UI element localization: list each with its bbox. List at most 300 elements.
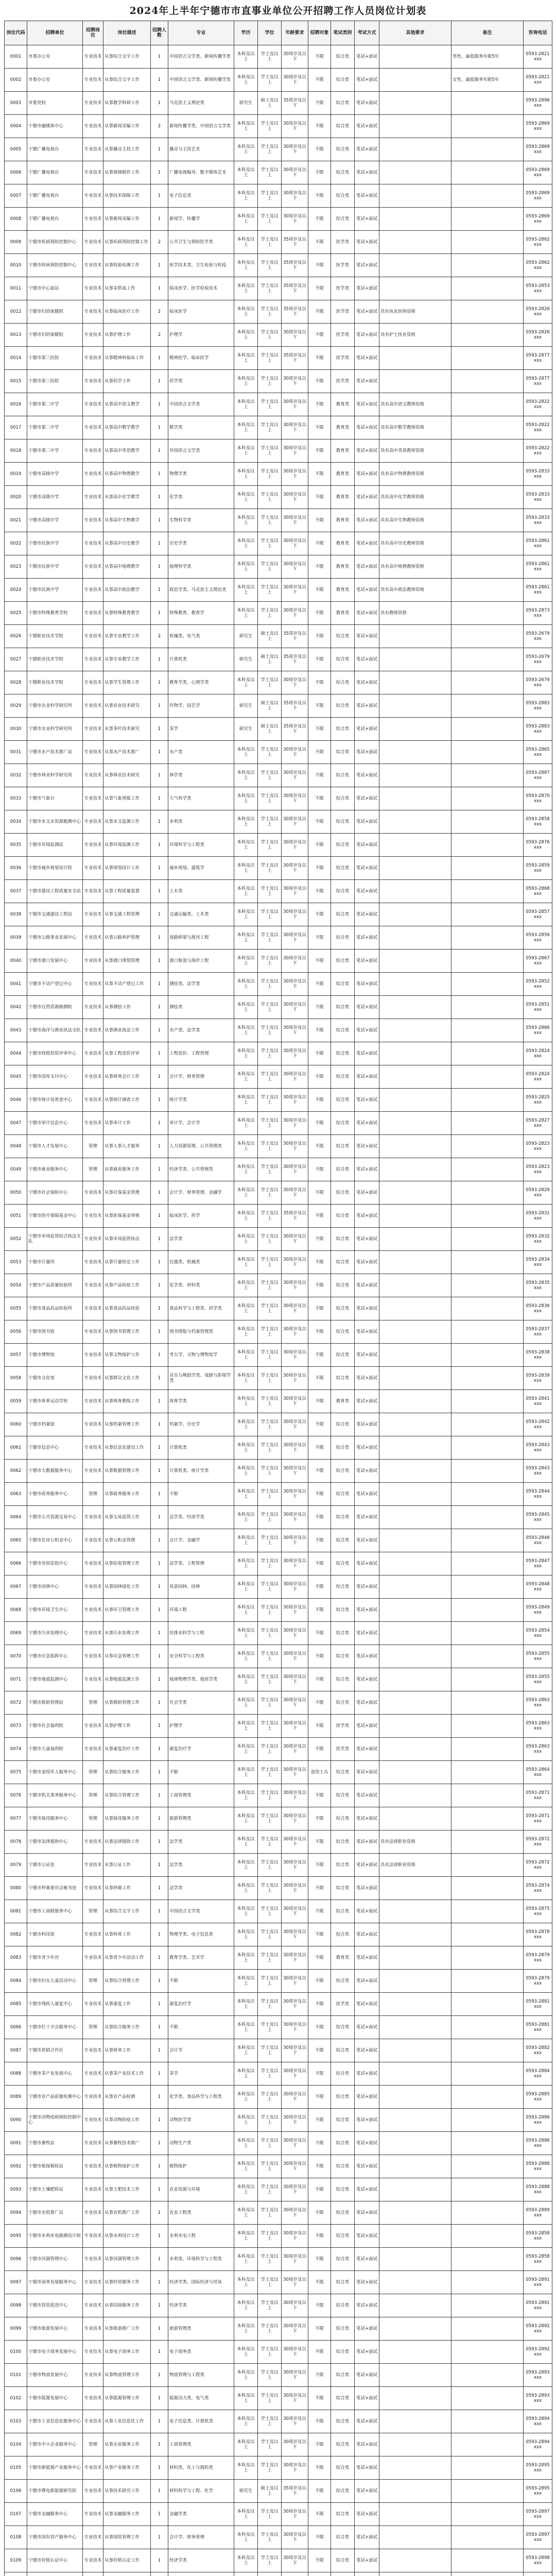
cell-education: 本科及以上 (234, 1715, 258, 1738)
cell-degree: 学士及以上 (258, 1831, 282, 1854)
cell-exam-category: 综合类 (331, 184, 355, 208)
cell-exam-method: 笔试+面试 (355, 2433, 379, 2456)
cell-description: 从事政务服务工作 (103, 1483, 151, 1506)
cell-other-requirements (379, 1483, 451, 1506)
cell-other-requirements (379, 2317, 451, 2341)
cell-exam-category: 综合类 (331, 2109, 355, 2132)
cell-position-type: 专业技术 (83, 1738, 103, 1761)
cell-education: 本科及以上 (234, 161, 258, 184)
cell-other-requirements (379, 1691, 451, 1715)
table-row (5, 1691, 552, 1715)
cell-major: 能源动力类、电气类 (168, 2387, 234, 2410)
cell-exam-category: 综合类 (331, 2039, 355, 2062)
cell-exam-category: 综合类 (331, 1413, 355, 1436)
cell-description: 从事数据管理工作 (103, 1460, 151, 1483)
cell-exam-method: 笔试+面试 (355, 1460, 379, 1483)
cell-phone: 0593-2824xxx (524, 1042, 552, 1065)
cell-age: 30周岁及以下 (282, 579, 308, 602)
cell-position-type (83, 2572, 103, 2576)
cell-major: 风景园林、园林 (168, 1575, 234, 1599)
cell-position-type: 专业技术 (83, 416, 103, 439)
header-other-requirements: 其他要求 (379, 21, 451, 45)
cell-degree: 学士及以上 (258, 1923, 282, 1946)
cell-degree: 学士及以上 (258, 416, 282, 439)
cell-position-type: 专业技术 (83, 648, 103, 671)
cell-employer: 宁德市妇幼保健院 (27, 300, 83, 324)
cell-position-code: 0030 (5, 718, 27, 741)
cell-position-type: 专业技术 (83, 1599, 103, 1622)
cell-major: 茶学 (168, 2062, 234, 2086)
cell-position-code: 0020 (5, 486, 27, 509)
cell-phone: 0593-2863xxx (524, 1715, 552, 1738)
header-target: 招聘对象 (308, 21, 331, 45)
cell-education: 本科及以上 (234, 1946, 258, 1970)
cell-target: 不限 (308, 231, 331, 254)
cell-target: 不限 (308, 2225, 331, 2248)
cell-description: 从事高中政治教学 (103, 579, 151, 602)
cell-target: 不限 (308, 115, 331, 138)
cell-position-code: 0028 (5, 671, 27, 694)
cell-position-type: 专业技术 (83, 2248, 103, 2271)
cell-target: 不限 (308, 1460, 331, 1483)
header-education: 学历 (234, 21, 258, 45)
cell-other-requirements: 具有教师资格 (379, 602, 451, 625)
cell-exam-category: 综合类 (331, 857, 355, 880)
header-age: 年龄要求 (282, 21, 308, 45)
cell-target: 不限 (308, 347, 331, 370)
cell-major: 体育学类 (168, 1390, 234, 1413)
table-row (5, 1575, 552, 1599)
table-row (5, 2433, 552, 2456)
cell-exam-category: 综合类 (331, 834, 355, 857)
cell-exam-category: 综合类 (331, 1460, 355, 1483)
cell-other-requirements (379, 2062, 451, 2086)
cell-age: 30周岁及以下 (282, 555, 308, 579)
cell-major: 道路桥梁与渡河工程 (168, 926, 234, 950)
cell-other-requirements (379, 1367, 451, 1390)
cell-other-requirements (379, 161, 451, 184)
cell-position-code: 0083 (5, 1946, 27, 1970)
table-row (5, 277, 552, 300)
cell-degree: 学士及以上 (258, 1599, 282, 1622)
cell-major: 经济学类 (168, 2294, 234, 2317)
table-row (5, 602, 552, 625)
cell-age: 30周岁及以下 (282, 2503, 308, 2526)
cell-major: 电子商务类 (168, 2341, 234, 2364)
cell-age: 30周岁及以下 (282, 1483, 308, 1506)
cell-headcount: 1 (151, 2503, 168, 2526)
cell-position-code: 0046 (5, 1089, 27, 1112)
cell-remarks (451, 439, 524, 463)
cell-exam-method: 笔试+面试 (355, 1946, 379, 1970)
cell-exam-category: 综合类 (331, 741, 355, 764)
cell-education: 本科及以上 (234, 996, 258, 1019)
cell-position-code: 0100 (5, 2341, 27, 2364)
cell-position-code: 0071 (5, 1668, 27, 1691)
cell-position-type: 专业技术 (83, 1993, 103, 2016)
cell-exam-method: 笔试+面试 (355, 1529, 379, 1552)
cell-headcount: 1 (151, 1158, 168, 1181)
cell-target: 不限 (308, 138, 331, 161)
table-row (5, 1807, 552, 1831)
cell-description: 从事专业教学工作 (103, 625, 151, 648)
cell-exam-method: 笔试+面试 (355, 486, 379, 509)
cell-position-code: 0105 (5, 2456, 27, 2480)
cell-other-requirements (379, 880, 451, 903)
cell-education: 本科及以上 (234, 1089, 258, 1112)
cell-exam-category: 教育类 (331, 1946, 355, 1970)
cell-employer: 宁德市融媒体中心 (27, 115, 83, 138)
cell-position-code: 0003 (5, 92, 27, 115)
cell-exam-category: 综合类 (331, 2503, 355, 2526)
cell-position-code: 0017 (5, 416, 27, 439)
cell-headcount: 1 (151, 1877, 168, 1900)
cell-exam-category: 综合类 (331, 2364, 355, 2387)
cell-degree: 学士及以上 (258, 1552, 282, 1575)
cell-description: 从事电子商务工作 (103, 2341, 151, 2364)
cell-age: 30周岁及以下 (282, 2294, 308, 2317)
cell-exam-method: 笔试+面试 (355, 1668, 379, 1691)
cell-major: 药学类 (168, 370, 234, 393)
cell-other-requirements (379, 1552, 451, 1575)
cell-education: 研究生 (234, 694, 258, 718)
table-row (5, 1854, 552, 1877)
cell-employer: 宁德市残疾人康复中心 (27, 1993, 83, 2016)
cell-phone: 0593-2872xxx (524, 1854, 552, 1877)
cell-position-code: 0037 (5, 880, 27, 903)
cell-age: 30周岁及以下 (282, 416, 308, 439)
cell-headcount: 1 (151, 2109, 168, 2132)
cell-other-requirements (379, 2271, 451, 2294)
cell-headcount: 2 (151, 324, 168, 347)
cell-target: 不限 (308, 834, 331, 857)
cell-exam-method: 笔试+面试 (355, 1552, 379, 1575)
cell-headcount: 1 (151, 1784, 168, 1807)
table-row (5, 138, 552, 161)
cell-target: 不限 (308, 2062, 331, 2086)
cell-remarks (451, 996, 524, 1019)
cell-description: 从事教学科研工作 (103, 92, 151, 115)
cell-employer: 宁德市金融服务中心 (27, 2503, 83, 2526)
cell-education: 本科及以上 (234, 300, 258, 324)
cell-remarks (451, 2132, 524, 2155)
cell-headcount: 1 (151, 208, 168, 231)
cell-target: 不限 (308, 1089, 331, 1112)
cell-degree: 学士及以上 (258, 1529, 282, 1552)
cell-phone: 0593-2886xxx (524, 2132, 552, 2155)
cell-position-type: 管理 (83, 1691, 103, 1715)
cell-age: 30周岁及以下 (282, 370, 308, 393)
cell-degree: 学士及以上 (258, 1575, 282, 1599)
cell-employer: 宁德市救助管理站 (27, 1691, 83, 1715)
cell-major: 临床医学、医学检验技术 (168, 277, 234, 300)
cell-position-type: 专业技术 (83, 277, 103, 300)
cell-target: 不限 (308, 2086, 331, 2109)
cell-remarks (451, 324, 524, 347)
cell-phone: 0593-2861xxx (524, 532, 552, 555)
cell-target: 不限 (308, 1784, 331, 1807)
cell-remarks (451, 1761, 524, 1784)
cell-position-type: 专业技术 (83, 810, 103, 834)
cell-description: 从事新闻采编工作 (103, 208, 151, 231)
cell-exam-category: 医学类 (331, 231, 355, 254)
cell-major: 不限 (168, 2016, 234, 2039)
cell-phone: 0593-2823xxx (524, 1158, 552, 1181)
cell-education: 本科及以上 (234, 555, 258, 579)
cell-position-type: 专业技术 (83, 439, 103, 463)
cell-other-requirements (379, 1784, 451, 1807)
table-row (5, 2456, 552, 2480)
cell-age: 30周岁及以下 (282, 926, 308, 950)
table-row (5, 115, 552, 138)
cell-other-requirements (379, 2201, 451, 2225)
cell-position-type: 专业技术 (83, 1854, 103, 1877)
cell-exam-method: 笔试+面试 (355, 1205, 379, 1228)
cell-employer: 宁德市民族中学 (27, 532, 83, 555)
cell-position-code: 0089 (5, 2086, 27, 2109)
cell-major: 社会学类 (168, 1691, 234, 1715)
cell-position-type: 专业技术 (83, 1390, 103, 1413)
cell-age: 30周岁及以下 (282, 1831, 308, 1854)
cell-degree: 学士及以上 (258, 926, 282, 950)
cell-remarks (451, 1460, 524, 1483)
cell-position-code: 0108 (5, 2526, 27, 2549)
table-body (5, 45, 552, 2576)
cell-headcount: 1 (151, 1344, 168, 1367)
cell-target: 不限 (308, 1691, 331, 1715)
cell-target: 不限 (308, 1506, 331, 1529)
cell-other-requirements: 具有高中数学教师资格 (379, 416, 451, 439)
cell-description: 从事能源管理工作 (103, 2387, 151, 2410)
cell-employer: 宁德市物流发展中心 (27, 2364, 83, 2387)
cell-remarks (451, 1784, 524, 1807)
table-row (5, 625, 552, 648)
cell-position-code: 0055 (5, 1297, 27, 1320)
cell-other-requirements (379, 2526, 451, 2549)
cell-other-requirements (379, 2039, 451, 2062)
cell-phone: 0593-2836xxx (524, 1297, 552, 1320)
table-row (5, 1274, 552, 1297)
cell-position-code: 0063 (5, 1483, 27, 1506)
table-row (5, 1460, 552, 1483)
cell-headcount: 1 (151, 1089, 168, 1112)
cell-target: 不限 (308, 787, 331, 810)
table-row (5, 2341, 552, 2364)
cell-position-code: 0084 (5, 1970, 27, 1993)
cell-description: 从事救助管理工作 (103, 1691, 151, 1715)
cell-headcount: 1 (151, 486, 168, 509)
cell-major: 公共卫生与预防医学类 (168, 231, 234, 254)
cell-remarks (451, 2016, 524, 2039)
cell-headcount: 1 (151, 2225, 168, 2248)
cell-phone: 0593-2898xxx (524, 2549, 552, 2572)
cell-degree: 学士及以上 (258, 2503, 282, 2526)
cell-education: 本科及以上 (234, 184, 258, 208)
cell-other-requirements: 具有护士执业资格 (379, 324, 451, 347)
table-row (5, 648, 552, 671)
cell-phone: 0593-2822xxx (524, 439, 552, 463)
cell-position-type: 专业技术 (83, 1715, 103, 1738)
cell-description: 从事综合管理工作 (103, 1970, 151, 1993)
cell-degree: 学士及以上 (258, 1946, 282, 1970)
cell-age: 30周岁及以下 (282, 463, 308, 486)
table-row (5, 1877, 552, 1900)
cell-description: 从事康复治疗工作 (103, 1738, 151, 1761)
cell-age: 35周岁及以下 (282, 300, 308, 324)
cell-exam-method: 笔试+面试 (355, 1112, 379, 1135)
cell-education: 本科及以上 (234, 208, 258, 231)
cell-age: 30周岁及以下 (282, 1854, 308, 1877)
cell-age: 30周岁及以下 (282, 1251, 308, 1274)
cell-description: 从事旅游推广工作 (103, 2317, 151, 2341)
cell-target: 不限 (308, 2549, 331, 2572)
cell-remarks (451, 2109, 524, 2132)
cell-position-type: 专业技术 (83, 92, 103, 115)
cell-exam-category: 医学类 (331, 254, 355, 277)
cell-headcount: 1 (151, 2086, 168, 2109)
cell-description: 从事新闻采编工作 (103, 115, 151, 138)
cell-headcount: 1 (151, 1529, 168, 1552)
cell-remarks (451, 1042, 524, 1065)
cell-age: 30周岁及以下 (282, 509, 308, 532)
cell-other-requirements: 具有高中政治教师资格 (379, 579, 451, 602)
cell-exam-category: 综合类 (331, 1529, 355, 1552)
cell-exam-category: 教育类 (331, 579, 355, 602)
cell-employer: 宁德市海洋与渔业执法支队 (27, 1019, 83, 1042)
cell-employer: 宁德市社会保险中心 (27, 1181, 83, 1205)
table-row (5, 370, 552, 393)
cell-remarks (451, 2526, 524, 2549)
table-row (5, 509, 552, 532)
cell-exam-category: 综合类 (331, 648, 355, 671)
cell-employer: 宁德市产品质量检验所 (27, 1274, 83, 1297)
cell-phone: 0593-2831xxx (524, 1205, 552, 1228)
cell-exam-method: 笔试+面试 (355, 161, 379, 184)
cell-phone: 0593-2867xxx (524, 950, 552, 973)
cell-age: 30周岁及以下 (282, 834, 308, 857)
cell-position-type: 专业技术 (83, 741, 103, 764)
cell-description: 从事交易监管工作 (103, 1506, 151, 1529)
cell-age: 30周岁及以下 (282, 1019, 308, 1042)
cell-age: 30周岁及以下 (282, 2364, 308, 2387)
cell-employer: 宁德市茶产业发展中心 (27, 2062, 83, 2086)
cell-employer: 宁德市旅游发展中心 (27, 2317, 83, 2341)
cell-other-requirements (379, 1228, 451, 1251)
cell-age: 30周岁及以下 (282, 1089, 308, 1112)
table-row (5, 694, 552, 718)
cell-headcount: 1 (151, 1205, 168, 1228)
cell-other-requirements (379, 1344, 451, 1367)
cell-employer: 宁德市接待服务中心 (27, 1807, 83, 1831)
cell-other-requirements: 具有高中语文教师资格 (379, 393, 451, 416)
cell-age: 30周岁及以下 (282, 1112, 308, 1135)
cell-education: 本科及以上 (234, 2387, 258, 2410)
cell-other-requirements (379, 857, 451, 880)
cell-major: 法学类、工程管理 (168, 1552, 234, 1575)
cell-age: 30周岁及以下 (282, 1506, 308, 1529)
cell-headcount: 1 (151, 439, 168, 463)
table-row (5, 718, 552, 741)
cell-remarks (451, 2062, 524, 2086)
cell-major: 林学类 (168, 764, 234, 787)
cell-position-code: 0044 (5, 1042, 27, 1065)
cell-target: 不限 (308, 1367, 331, 1390)
cell-position-type: 专业技术 (83, 1089, 103, 1112)
cell-position-type: 专业技术 (83, 2317, 103, 2341)
cell-employer: 宁德职业技术学院 (27, 625, 83, 648)
cell-phone: 0593-2893xxx (524, 2387, 552, 2410)
cell-target: 不限 (308, 1715, 331, 1738)
cell-target: 不限 (308, 648, 331, 671)
cell-major (168, 2572, 234, 2576)
cell-other-requirements (379, 1460, 451, 1483)
cell-other-requirements (379, 2155, 451, 2178)
cell-degree: 学士及以上 (258, 764, 282, 787)
cell-employer: 宁德市计量所 (27, 1251, 83, 1274)
cell-employer: 宁德市社会福利院 (27, 1715, 83, 1738)
cell-position-type: 专业技术 (83, 1205, 103, 1228)
cell-other-requirements (379, 138, 451, 161)
cell-headcount: 1 (151, 1367, 168, 1390)
cell-exam-method: 笔试+面试 (355, 2410, 379, 2433)
cell-position-type: 专业技术 (83, 694, 103, 718)
cell-phone: 0593-2848xxx (524, 1575, 552, 1599)
cell-headcount: 1 (151, 973, 168, 996)
cell-target: 不限 (308, 1854, 331, 1877)
cell-exam-category: 综合类 (331, 45, 355, 69)
cell-exam-category: 综合类 (331, 1483, 355, 1506)
table-row (5, 161, 552, 184)
cell-phone: 0593-2829xxx (524, 1181, 552, 1205)
cell-education: 本科及以上 (234, 2410, 258, 2433)
cell-degree: 学士及以上 (258, 254, 282, 277)
cell-position-type: 专业技术 (83, 1946, 103, 1970)
cell-headcount: 1 (151, 138, 168, 161)
cell-age: 30周岁及以下 (282, 2456, 308, 2480)
cell-position-type: 专业技术 (83, 324, 103, 347)
cell-description: 从事食品药品检验 (103, 1297, 151, 1320)
cell-headcount: 1 (151, 671, 168, 694)
cell-exam-method: 笔试+面试 (355, 1019, 379, 1042)
cell-major: 护理学 (168, 1715, 234, 1738)
cell-headcount: 1 (151, 2271, 168, 2294)
cell-degree: 学士及以上 (258, 1019, 282, 1042)
cell-education: 本科及以上 (234, 1599, 258, 1622)
cell-position-type: 专业技术 (83, 69, 103, 92)
cell-other-requirements (379, 231, 451, 254)
cell-position-code: 0024 (5, 579, 27, 602)
cell-description: 从事产品检验工作 (103, 1274, 151, 1297)
cell-degree: 学士及以上 (258, 324, 282, 347)
cell-position-type: 专业技术 (83, 880, 103, 903)
cell-education: 本科及以上 (234, 115, 258, 138)
cell-remarks (451, 2456, 524, 2480)
cell-position-code: 0033 (5, 787, 27, 810)
cell-headcount: 1 (151, 1668, 168, 1691)
table-row (5, 1251, 552, 1274)
cell-headcount: 1 (151, 347, 168, 370)
cell-exam-method: 笔试+面试 (355, 1228, 379, 1251)
cell-remarks (451, 486, 524, 509)
cell-position-code: 0074 (5, 1738, 27, 1761)
cell-education: 本科及以上 (234, 1228, 258, 1251)
cell-age: 35周岁及以下 (282, 231, 308, 254)
cell-remarks (451, 602, 524, 625)
cell-position-type: 专业技术 (83, 254, 103, 277)
cell-headcount: 1 (151, 903, 168, 926)
cell-headcount: 1 (151, 2341, 168, 2364)
cell-exam-category: 综合类 (331, 1158, 355, 1181)
